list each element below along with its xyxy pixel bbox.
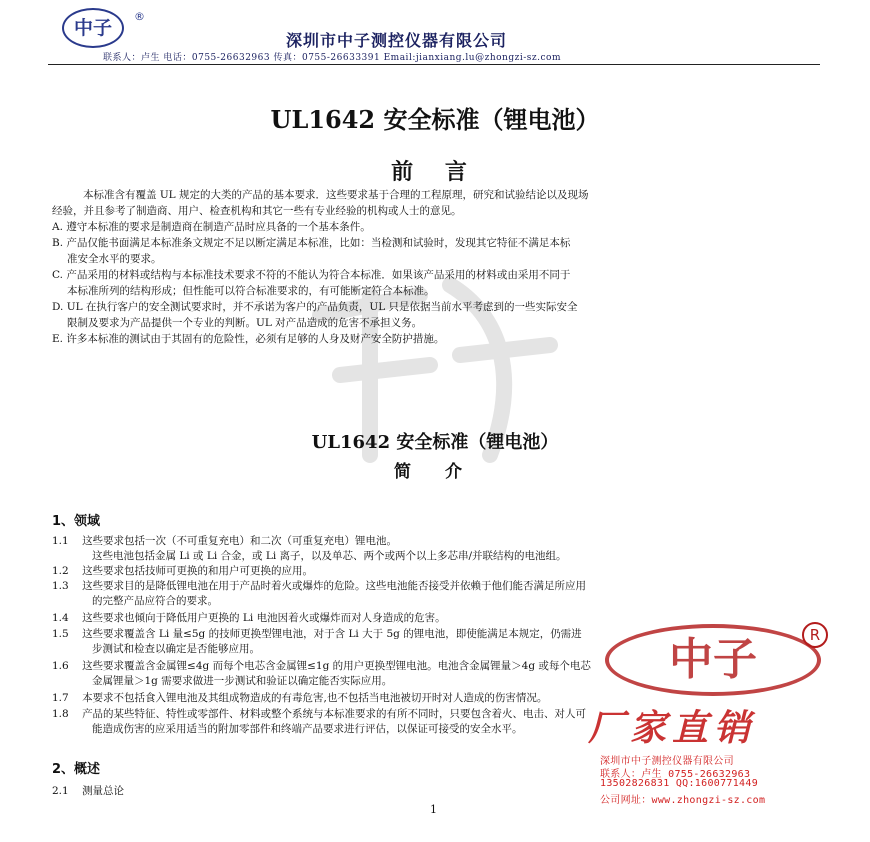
item-number: 1.4 (52, 612, 69, 624)
item-number: 1.6 (52, 660, 69, 672)
section-item-1-1 (52, 533, 397, 549)
preface-item-c-cont: 本标准所列的结构形成；但性能可以符合标准要求的，有可能断定符合本标准。 (67, 285, 435, 297)
registered-mark: ® (134, 10, 145, 23)
preface-item-a (52, 219, 371, 235)
item-number: 1.3 (52, 580, 69, 592)
stamp-logo-icon: 中子 (605, 624, 821, 696)
preface-paragraph-line-2: 经验，并且参考了制造商、用户、检查机构和其它一些有专业经验的机构或人士的意见。 (52, 205, 462, 217)
item-number: 1.2 (52, 565, 69, 577)
page-number: 1 (430, 803, 437, 816)
section-item-1-1-cont: 这些电池包括金属 Li 或 Li 合金，或 Li 离子，以及单芯、两个或两个以上多芯串/并联结构的电池组。 (92, 550, 567, 562)
document-title: UL1642 安全标准（锂电池） (270, 105, 600, 134)
item-text: 这些要求覆盖含 Li 量≤5g 的技师更换型锂电池，对于含 Li 大于 5g 的锂电池，即使能满足本规定，仍需进 (82, 628, 582, 640)
item-text: 这些要求目的是降低锂电池在用于产品时着火或爆炸的危险。这些电池能否接受并依赖于他们能否满足所应用 (82, 580, 587, 592)
stamp-company: 深圳市中子测控仪器有限公司 (600, 756, 734, 767)
item-text: 这些要求包括一次（不可重复充电）和二次（可重复充电）锂电池。 (82, 535, 398, 547)
section-item-1-6 (52, 658, 591, 674)
section-2-title: 2、概述 (52, 762, 101, 777)
section-item-2-1 (52, 783, 124, 799)
section-item-1-7 (52, 690, 547, 706)
header-contact-line: 联系人：卢生 电话：0755-26632963 传真：0755-26633391 Email:jianxiang.lu@zhongzi-sz.com (103, 53, 561, 63)
preface-item-b-cont: 准安全水平的要求。 (67, 253, 162, 265)
section-item-1-6-cont: 金属锂量＞1g 需要求做进一步测试和验证以确定能否实际应用。 (92, 675, 393, 687)
company-logo-icon: 中子 (62, 8, 124, 48)
stamp-contact: 联系人：卢生 0755-26632963 (600, 769, 751, 780)
preface-item-e (52, 331, 444, 347)
preface-item-label: E. (52, 333, 64, 345)
item-number: 2.1 (52, 785, 69, 797)
intro-document-title: UL1642 安全标准（锂电池） (311, 432, 559, 453)
item-number: 1.1 (52, 535, 69, 547)
preface-item-label: C. (52, 269, 63, 281)
section-item-1-5-cont: 步测试和检查以确定是否能够应用。 (92, 643, 260, 655)
section-item-1-8 (52, 706, 586, 722)
preface-item-text: 产品仅能书面满足本标准条文规定不足以断定满足本标准，比如：当检测和试验时，发现其它特征不满足本标 (66, 237, 571, 249)
preface-item-text: 许多本标准的测试由于其固有的危险性，必须有足够的人身及财产安全防护措施。 (66, 333, 445, 345)
preface-title: 前 言 (391, 159, 479, 185)
section-item-1-8-cont: 能造成伤害的应采用适当的附加零部件和终端产品要求进行评估，以保证可接受的安全水平。 (92, 723, 523, 735)
preface-item-label: D. (52, 301, 64, 313)
item-text: 这些要求覆盖含金属锂≤4g 而每个电芯含金属锂≤1g 的用户更换型锂电池。电池含金属锂量＞4g 或每个电芯 (82, 660, 591, 672)
item-text: 这些要求包括技师可更换的和用户可更换的应用。 (82, 565, 314, 577)
preface-item-d-cont: 限制及要求为产品提供一个专业的判断。UL 对产品造成的危害不承担义务。 (67, 317, 423, 329)
preface-item-text: UL 在执行客户的安全测试要求时，并不承诺为客户的产品负责，UL 只是依据当前水平考虑到的一些实际安全 (66, 301, 578, 313)
preface-item-c (52, 267, 570, 283)
header-divider (48, 64, 820, 65)
item-number: 1.7 (52, 692, 69, 704)
item-number: 1.8 (52, 708, 69, 720)
section-1-title: 1、领域 (52, 514, 101, 529)
intro-title: 简 介 (394, 462, 476, 482)
preface-item-b (52, 235, 570, 251)
stamp-website: 公司网址：www.zhongzi-sz.com (600, 795, 766, 806)
preface-paragraph-line-1: 本标准含有覆盖 UL 规定的大类的产品的基本要求．这些要求基于合理的工程原理，研究和试验结论以及现场 (83, 189, 589, 201)
preface-item-text: 产品采用的材料或结构与本标准技术要求不符的不能认为符合本标准．如果该产品采用的材料或由采用不同于 (66, 269, 571, 281)
item-number: 1.5 (52, 628, 69, 640)
stamp-registered-mark: R (802, 622, 828, 648)
preface-item-label: B. (52, 237, 64, 249)
item-text: 产品的某些特征、特性或零部件、材料或整个系统与本标准要求的有所不同时，只要包含着火、电击、对人可 (82, 708, 587, 720)
section-item-1-4 (52, 610, 446, 626)
item-text: 测量总论 (82, 785, 125, 797)
section-item-1-3-cont: 的完整产品应符合的要求。 (92, 595, 218, 607)
preface-item-d (52, 299, 578, 315)
section-item-1-3 (52, 578, 586, 594)
preface-item-text: 遵守本标准的要求是制造商在制造产品时应具备的一个基本条件。 (66, 221, 371, 233)
section-item-1-5 (52, 626, 582, 642)
item-text: 本要求不包括食入锂电池及其组成物造成的有毒危害,也不包括当电池被切开时对人造成的伤害情况。 (82, 692, 548, 704)
stamp-slogan: 厂家直销 (588, 707, 757, 749)
stamp-phones: 13502826831 QQ:1600771449 (600, 778, 759, 789)
section-item-1-2 (52, 563, 313, 579)
preface-item-label: A. (52, 221, 63, 233)
item-text: 这些要求也倾向于降低用户更换的 Li 电池因着火或爆炸而对人身造成的危害。 (82, 612, 446, 624)
header-company-name: 深圳市中子测控仪器有限公司 (286, 31, 508, 50)
